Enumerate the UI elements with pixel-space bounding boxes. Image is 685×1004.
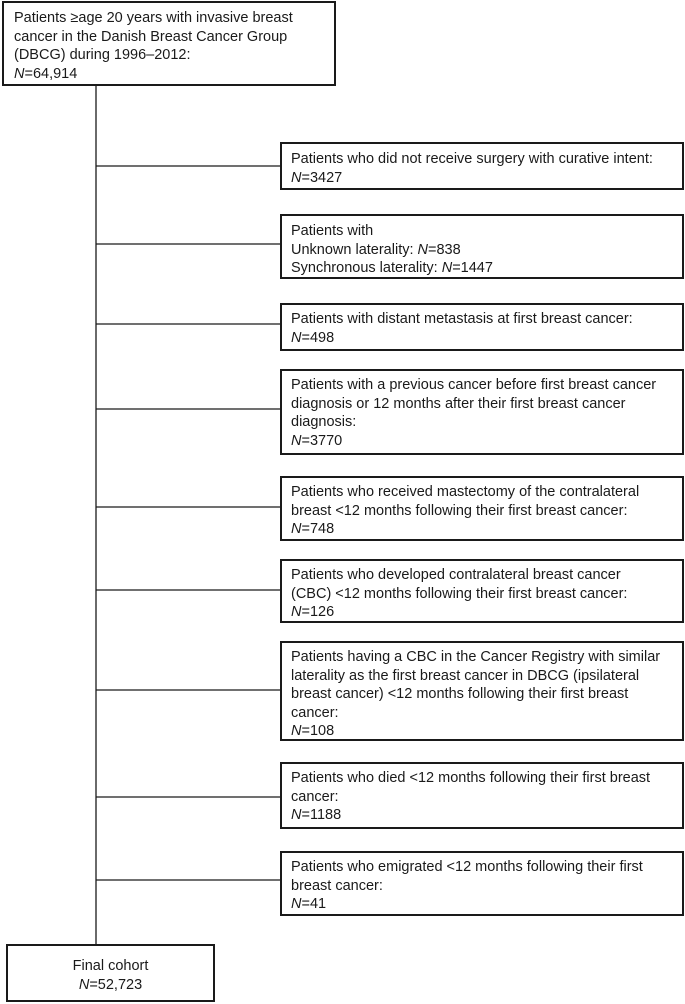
count-label: N bbox=[291, 521, 302, 537]
exclusion-text-line: Patients having a CBC in the Cancer Registry with similar bbox=[291, 649, 661, 665]
exclusion-text-line: diagnosis: bbox=[291, 414, 357, 430]
count-value: =108 bbox=[301, 723, 335, 739]
exclusion-count bbox=[291, 169, 674, 188]
count-value: =41 bbox=[301, 896, 327, 912]
exclusion-text-line: laterality as the first breast cancer in DBCG (ipsilateral bbox=[291, 667, 640, 684]
exclusion-text-line: Patients who developed contralateral breast cancer bbox=[291, 567, 621, 583]
exclusion-count bbox=[291, 329, 674, 348]
final-count bbox=[8, 976, 213, 995]
source-text-line: cancer in the Danish Breast Cancer Group bbox=[14, 28, 288, 45]
exclusion-text-line: breast cancer) <12 months following their first breast bbox=[291, 686, 629, 702]
exclusion-text-line: diagnosis or 12 months after their first breast cancer bbox=[291, 395, 626, 412]
exclusion-text-line: Patients who died <12 months following their first breast bbox=[291, 770, 651, 786]
exclusion-box bbox=[280, 641, 684, 741]
count-value: =126 bbox=[301, 604, 335, 620]
count-value: =1188 bbox=[301, 807, 342, 823]
count-value: =3427 bbox=[301, 169, 343, 186]
exclusion-text-line: Patients with a previous cancer before first breast cancer bbox=[291, 377, 657, 393]
count-label: N bbox=[291, 169, 302, 186]
exclusion-box bbox=[280, 303, 684, 351]
final-cohort-box bbox=[6, 944, 215, 1002]
source-population-box bbox=[2, 1, 336, 86]
count-value: =52,723 bbox=[89, 976, 143, 993]
exclusion-count bbox=[291, 806, 674, 825]
exclusion-text-line: (CBC) <12 months following their first breast cancer: bbox=[291, 585, 628, 602]
source-text-line: (DBCG) during 1996–2012: bbox=[14, 47, 191, 63]
source-count bbox=[14, 65, 326, 84]
count-label: N bbox=[291, 896, 302, 912]
exclusion-text-line: breast cancer: bbox=[291, 877, 383, 894]
exclusion-count bbox=[291, 895, 674, 914]
count-label: N bbox=[441, 260, 453, 276]
source-text-line: Patients ≥age 20 years with invasive breast bbox=[14, 10, 293, 26]
exclusion-box bbox=[280, 476, 684, 541]
count-label: N bbox=[78, 976, 90, 993]
count-prefix: Synchronous laterality: bbox=[291, 260, 442, 276]
exclusion-count bbox=[291, 603, 674, 622]
exclusion-text-line: Patients who emigrated <12 months following their first bbox=[291, 859, 643, 875]
count-label: N bbox=[14, 65, 25, 82]
exclusion-count bbox=[291, 520, 674, 539]
exclusion-box bbox=[280, 559, 684, 623]
count-label: N bbox=[291, 604, 302, 620]
count-prefix: Unknown laterality: bbox=[291, 241, 418, 258]
final-title: Final cohort bbox=[72, 958, 149, 974]
exclusion-text-line: Patients who received mastectomy of the contralateral bbox=[291, 484, 640, 500]
count-value: =64,914 bbox=[24, 65, 78, 82]
exclusion-text-line: Patients with distant metastasis at first breast cancer: bbox=[291, 311, 633, 327]
count-value: =1447 bbox=[452, 260, 493, 276]
count-value: =748 bbox=[301, 521, 335, 537]
exclusion-box bbox=[280, 142, 684, 190]
count-value: =498 bbox=[301, 329, 335, 346]
exclusion-box bbox=[280, 762, 684, 829]
exclusion-text-line: cancer: bbox=[291, 704, 339, 721]
count-label: N bbox=[291, 723, 302, 739]
exclusion-text-line: Patients with bbox=[291, 223, 374, 239]
count-value: =3770 bbox=[301, 432, 343, 449]
exclusion-box bbox=[280, 851, 684, 916]
count-label: N bbox=[417, 241, 429, 258]
count-label: N bbox=[291, 329, 302, 346]
exclusion-count bbox=[291, 722, 674, 741]
exclusion-box bbox=[280, 369, 684, 455]
count-value: =838 bbox=[428, 241, 461, 258]
exclusion-count bbox=[291, 241, 674, 260]
count-label: N bbox=[291, 432, 302, 449]
exclusion-text-line: Patients who did not receive surgery with curative intent: bbox=[291, 151, 653, 167]
exclusion-count bbox=[291, 432, 674, 451]
exclusion-text-line: cancer: bbox=[291, 788, 339, 805]
exclusion-count bbox=[291, 259, 674, 278]
exclusion-box bbox=[280, 214, 684, 279]
exclusion-text-line: breast <12 months following their first breast cancer: bbox=[291, 502, 628, 519]
count-label: N bbox=[291, 807, 302, 823]
